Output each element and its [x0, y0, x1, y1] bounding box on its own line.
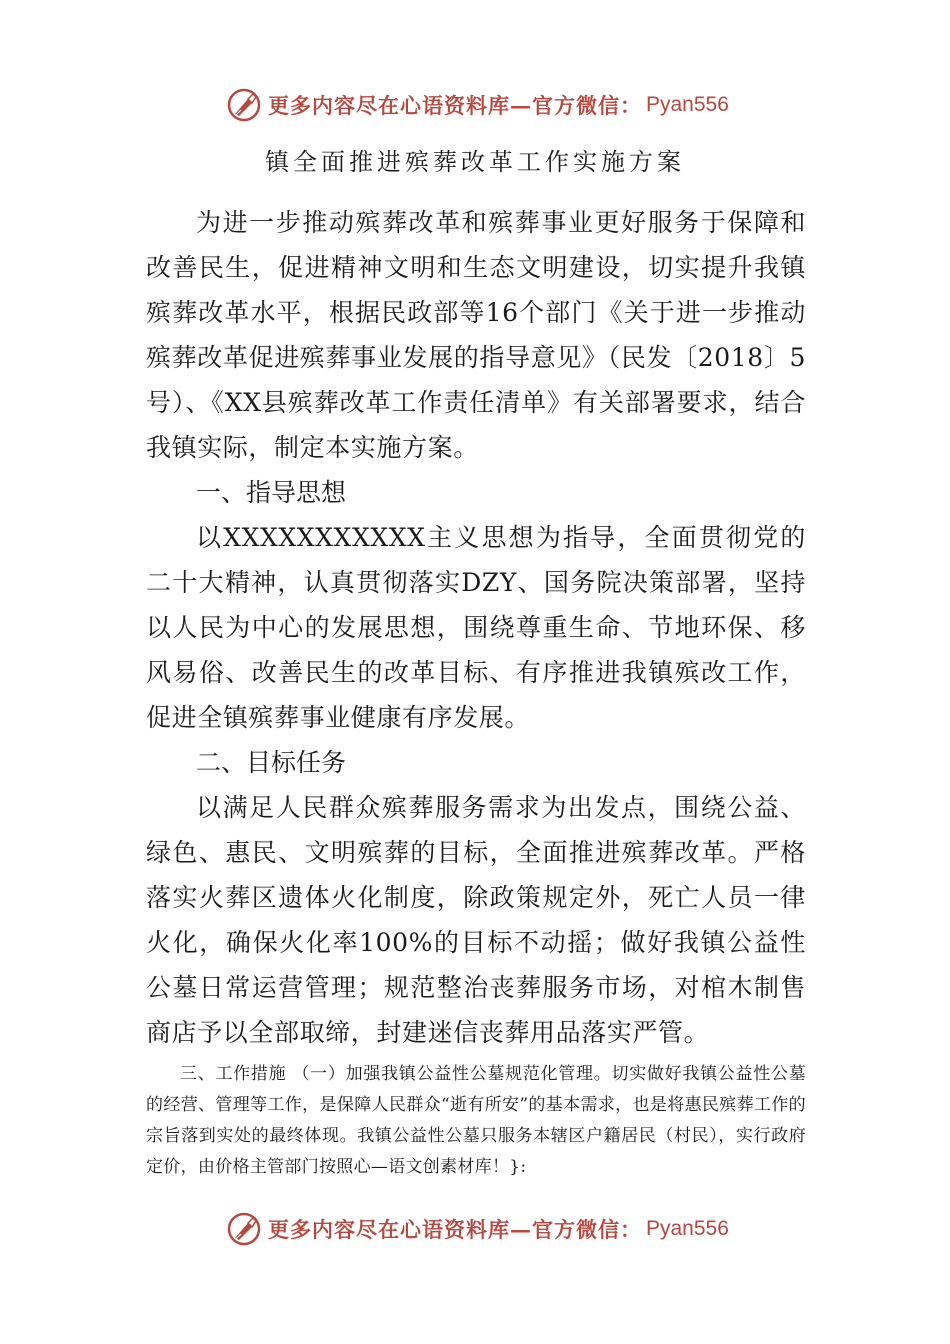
- goals-paragraph: 以满足人民群众殡葬服务需求为出发点，围绕公益、绿色、惠民、文明殡葬的目标，全面推进殡葬改革。严格落实火葬区遗体火化制度，除政策规定外，死亡人员一律火化，确保火化率100%的目标不动摇；做好我镇公益性公墓日常运营管理；规范整治丧葬服务市场，对棺木制售商店予以全部取缔，封建迷信丧葬用品落实严管。: [146, 793, 806, 1047]
- section-heading-guiding-ideology: 一、指导思想: [196, 478, 347, 507]
- document-title: 镇全面推进殡葬改革工作实施方案: [265, 148, 685, 176]
- pen-nib-circle-logo-icon: [226, 1211, 262, 1247]
- document-body: [146, 200, 806, 1183]
- intro-paragraph: 为进一步推动殡葬改革和殡葬事业更好服务于保障和改善民生，促进精神文明和生态文明建设，切实提升我镇殡葬改革水平，根据民政部等16个部门《关于进一步推动殡葬改革促进殡葬事业发展的指导意见》（民发〔2018〕5号）、《XX县殡葬改革工作责任清单》有关部署要求，结合我镇实际，制定本实施方案。: [146, 208, 806, 462]
- watermark-wechat-id: Pyan556: [646, 1217, 729, 1240]
- section-heading-goals: 二、目标任务: [196, 748, 347, 777]
- watermark-text: 更多内容尽在心语资料库—官方微信：: [268, 93, 642, 118]
- watermark-wechat-id: Pyan556: [646, 93, 729, 116]
- guiding-ideology-paragraph: 以XXXXXXXXXXX主义思想为指导，全面贯彻党的二十大精神，认真贯彻落实DZY、国务院决策部署，坚持以人民为中心的发展思想，围绕尊重生命、节地环保、移风易俗、改善民生的改革目标、有序推进我镇殡改工作，促进全镇殡葬事业健康有序发展。: [146, 523, 806, 732]
- pen-nib-circle-logo-icon: [226, 87, 262, 123]
- watermark-banner-top: [226, 85, 729, 125]
- work-measures-paragraph: 三、工作措施 （一）加强我镇公益性公墓规范化管理。切实做好我镇公益性公墓的经营、管理等工作，是保障人民群众“逝有所安”的基本需求，也是将惠民殡葬工作的宗旨落到实处的最终体现。我镇公益性公墓只服务本辖区户籍居民（村民），实行政府定价，由价格主管部门按照心—语文创素材库！}:: [146, 1064, 806, 1177]
- watermark-banner-bottom: [226, 1209, 729, 1249]
- watermark-text: 更多内容尽在心语资料库—官方微信：: [268, 1217, 642, 1242]
